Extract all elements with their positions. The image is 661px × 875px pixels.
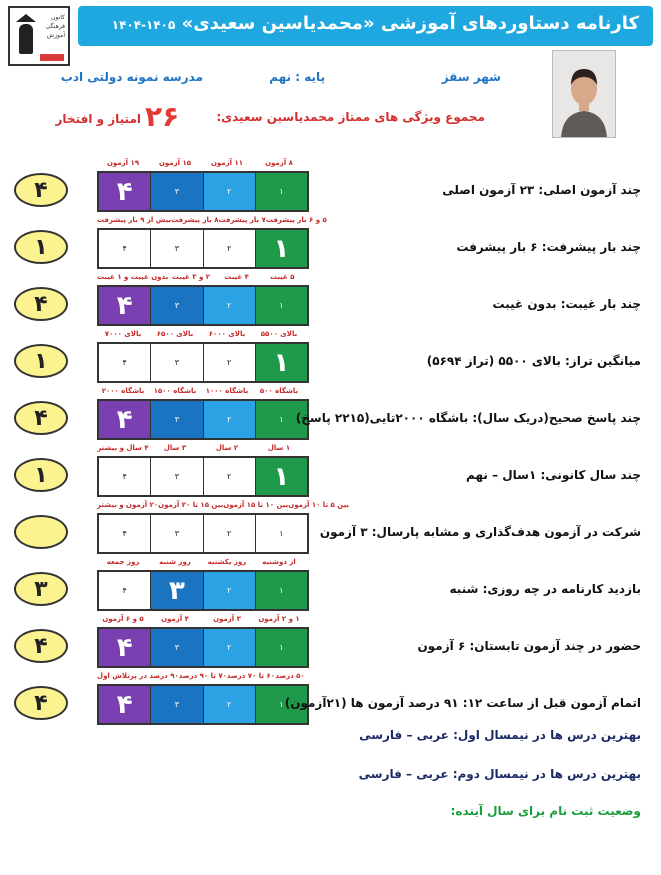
level-bar [97, 285, 309, 326]
level-header: ۲ سال [215, 444, 239, 452]
row-label: چند بار غیبت: بدون غیبت [492, 297, 641, 311]
row-level-headers [97, 273, 305, 281]
level-bar [97, 627, 309, 668]
level-header: ۵ و ۶ بار پیشرفت [265, 216, 327, 224]
level-cell: ۳ [151, 173, 203, 210]
registration-status: وضعیت ثبت نام برای سال آینده: [450, 804, 641, 818]
level-bar [97, 399, 309, 440]
level-cell: ۱ [256, 686, 307, 723]
row-level-headers [97, 558, 305, 566]
row-level-headers [97, 501, 350, 509]
level-header: ۱ و ۲ آزمون [258, 615, 300, 623]
level-header: ۷۰ تا ۹۰ درصد [178, 672, 227, 680]
score-label: امتیاز و افتخار [55, 112, 141, 126]
row-score-badge: ۱ [14, 230, 68, 264]
level-cell: ۴ [99, 572, 151, 609]
level-cell: ۱ [256, 401, 307, 438]
row-label: چند آزمون اصلی: ۲۳ آزمون اصلی [442, 183, 641, 197]
level-header: بدون غیبت و ۱ غیبت [97, 273, 169, 281]
level-cell: ۳ [151, 401, 203, 438]
level-cell: ۳ [151, 572, 203, 609]
row-label: اتمام آزمون قبل از ساعت ۱۲: ۹۱ درصد آزمون ها (۲۱آزمون) [284, 696, 641, 710]
level-cell: ۲ [204, 401, 256, 438]
level-header: ۴ آزمون [161, 615, 189, 623]
level-cell: ۲ [204, 173, 256, 210]
level-header: ۱۹ آزمون [106, 159, 140, 167]
level-cell: ۲ [204, 344, 256, 381]
row-score-badge: ۳ [14, 572, 68, 606]
level-cell: ۳ [151, 629, 203, 666]
level-header: باشگاه ۱۵۰۰ [153, 387, 197, 395]
level-cell: ۱ [256, 173, 307, 210]
row-label: شرکت در آزمون هدف‌گذاری و مشابه پارسال: ۳ آزمون [319, 525, 641, 539]
level-cell: ۲ [204, 686, 256, 723]
level-header: ۱۵ آزمون [158, 159, 192, 167]
level-header: روز جمعه [106, 558, 140, 566]
graduation-cap-icon [16, 14, 36, 22]
level-cell: ۴ [99, 458, 151, 495]
level-cell: ۴ [99, 515, 151, 552]
title-banner [78, 6, 653, 46]
row-score-badge: ۴ [14, 686, 68, 720]
level-header: ۴ غیبت [224, 273, 249, 281]
row-level-headers [97, 330, 305, 338]
best-subjects-first-semester: بهترین درس ها در نیمسال اول: عربی – فارسی [359, 728, 641, 742]
level-cell: ۴ [99, 629, 151, 666]
row-label: چند بار پیشرفت: ۶ بار پیشرفت [456, 240, 641, 254]
row-score-badge: ۴ [14, 401, 68, 435]
row-score-badge [14, 515, 68, 549]
year-range: ۱۴۰۵-۱۴۰۴ [111, 18, 176, 32]
student-silhouette-icon [19, 24, 33, 54]
student-photo [552, 50, 616, 138]
level-header: ۶۰ تا ۷۰ درصد [226, 672, 275, 680]
level-header: ۷ بار پیشرفت [218, 216, 266, 224]
row-score-badge: ۴ [14, 629, 68, 663]
level-cell: ۱ [256, 515, 307, 552]
level-cell: ۱ [256, 572, 307, 609]
logo-text: کانون فرهنگی آموزش [45, 14, 65, 39]
city: شهر سقز [441, 70, 501, 84]
best-subjects-second-semester: بهترین درس ها در نیمسال دوم: عربی – فارسی [358, 767, 641, 781]
level-cell: ۴ [99, 287, 151, 324]
grade: پایه : نهم [269, 70, 325, 84]
level-header: باشگاه ۲۰۰۰ [101, 387, 145, 395]
level-cell: ۳ [151, 458, 203, 495]
level-header: ۵ و ۶ آزمون [102, 615, 144, 623]
level-header: ۵۰ درصد [275, 672, 305, 680]
level-bar [97, 456, 309, 497]
row-level-headers [97, 672, 305, 680]
level-header: ۸ بار پیشرفت [171, 216, 219, 224]
title-text: کارنامه دستاوردهای آموزشی «محمدیاسین سعیدی» [181, 13, 639, 34]
level-header: از دوشنبه [262, 558, 296, 566]
total-score: ۲۶ [145, 100, 180, 133]
level-header: بین ۵ تا ۱۰ آزمون [288, 501, 350, 509]
level-header: بیش از ۹ بار پیشرفت [97, 216, 172, 224]
level-cell: ۴ [99, 230, 151, 267]
row-label: چند سال کانونی: ۱سال – نهم [466, 468, 641, 482]
level-header: روز شنبه [159, 558, 191, 566]
level-header: بالای ۷۰۰۰ [104, 330, 142, 338]
level-cell: ۲ [204, 572, 256, 609]
level-cell: ۱ [256, 230, 307, 267]
level-bar [97, 570, 309, 611]
level-cell: ۲ [204, 230, 256, 267]
level-bar [97, 228, 309, 269]
level-cell: ۴ [99, 686, 151, 723]
row-score-badge: ۴ [14, 173, 68, 207]
row-level-headers [97, 387, 305, 395]
level-cell: ۱ [256, 458, 307, 495]
level-header: باشگاه ۱۰۰۰ [205, 387, 249, 395]
level-header: بین ۱۰ تا ۱۵ آزمون [223, 501, 289, 509]
level-header: ۲ و ۳ غیبت [171, 273, 211, 281]
level-cell: ۲ [204, 515, 256, 552]
level-cell: ۳ [151, 344, 203, 381]
level-header: بین ۱۵ تا ۲۰ آزمون [158, 501, 224, 509]
level-header: ۵ غیبت [269, 273, 295, 281]
level-cell: ۳ [151, 230, 203, 267]
level-cell: ۲ [204, 629, 256, 666]
page-title [108, 13, 639, 34]
row-score-badge: ۴ [14, 287, 68, 321]
level-header: ۳ سال [163, 444, 187, 452]
row-score-badge: ۱ [14, 458, 68, 492]
level-header: ۸ آزمون [265, 159, 293, 167]
level-header: بالای ۶۵۰۰ [156, 330, 194, 338]
level-header: ۱ سال [267, 444, 291, 452]
level-cell: ۱ [256, 344, 307, 381]
level-header: ۹۰ درصد در پرتلاش اول [97, 672, 179, 680]
student-avatar-icon [553, 51, 615, 137]
level-cell: ۱ [256, 629, 307, 666]
level-header: بالای ۶۰۰۰ [208, 330, 246, 338]
row-level-headers [97, 159, 305, 167]
row-label: بازدید کارنامه در چه روزی: شنبه [449, 582, 641, 596]
level-header: ۴ سال و بیشتر [97, 444, 149, 452]
level-bar [97, 342, 309, 383]
row-label: میانگین تراز: بالای ۵۵۰۰ (تراز ۵۶۹۴) [426, 354, 641, 368]
logo-red-bar [40, 54, 64, 61]
level-cell: ۲ [204, 287, 256, 324]
level-cell: ۲ [204, 458, 256, 495]
level-header: روز یکشنبه [207, 558, 247, 566]
level-header: باشگاه ۵۰۰ [259, 387, 299, 395]
total-label: مجموع ویژگی های ممتاز محمدیاسین سعیدی: [216, 110, 485, 124]
level-bar [97, 171, 309, 212]
row-level-headers [97, 444, 305, 452]
level-header: بالای ۵۵۰۰ [260, 330, 298, 338]
row-level-headers [97, 216, 327, 224]
row-score-badge: ۱ [14, 344, 68, 378]
level-header: ۳ آزمون [213, 615, 241, 623]
logo [8, 6, 70, 66]
level-cell: ۳ [151, 686, 203, 723]
level-bar [97, 513, 309, 554]
level-header: ۲۰ آزمون و بیشتر [97, 501, 159, 509]
level-cell: ۴ [99, 173, 151, 210]
level-cell: ۴ [99, 401, 151, 438]
school-name: مدرسه نمونه دولتی ادب [60, 70, 203, 84]
row-label: چند پاسخ صحیح(دریک سال): باشگاه ۲۰۰۰تایی(۲۲۱۵ پاسخ) [295, 411, 641, 425]
level-cell: ۱ [256, 287, 307, 324]
row-level-headers [97, 615, 305, 623]
level-header: ۱۱ آزمون [210, 159, 244, 167]
level-bar [97, 684, 309, 725]
level-cell: ۴ [99, 344, 151, 381]
level-cell: ۳ [151, 287, 203, 324]
row-label: حضور در چند آزمون تابستان: ۶ آزمون [417, 639, 641, 653]
level-cell: ۳ [151, 515, 203, 552]
